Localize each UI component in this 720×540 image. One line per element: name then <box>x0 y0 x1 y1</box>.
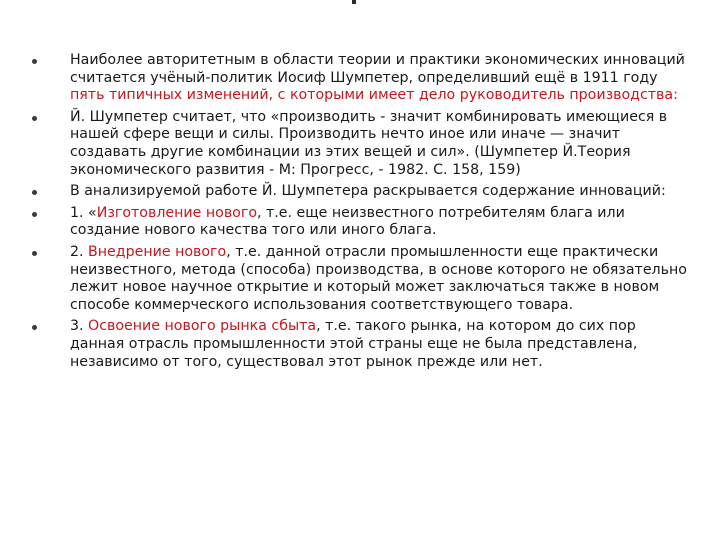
bullet-dot-icon <box>32 116 37 121</box>
bullet-text: 1. « <box>70 204 97 221</box>
bullet-dot-icon <box>32 190 37 195</box>
bullet-dot-icon <box>32 212 37 217</box>
bullet-text: , т.е. такого рынка, на котором до сих пор данная отрасль промышленности этой страны еще не была представлена, независимо от того, существовал этот рынок прежде или нет. <box>70 318 638 370</box>
bullet-dot-icon <box>32 59 37 64</box>
bullet-text: Й. Шумпетер считает, что «производить - значит комбинировать имеющиеся в нашей сфере вещи и силы. Производить нечто иное или иначе — значит создавать другие комбинации из этих вещей и сил». (Шумпетер Й.Теория экономического развития - М: Прогресс, - 1982. С. 158, 159) <box>70 108 668 178</box>
title-fragment <box>352 0 356 4</box>
highlighted-phrase: Внедрение нового <box>88 243 227 260</box>
highlighted-phrase: Изготовление нового <box>96 204 257 221</box>
bullet-text: В анализируемой работе Й. Шумпетера раскрывается содержание инноваций: <box>70 183 666 200</box>
bullet-item-schumpeter-intro <box>32 52 692 105</box>
highlighted-phrase: Освоение нового рынка сбыта <box>88 318 317 335</box>
bullet-dot-icon <box>32 325 37 330</box>
bullet-text: , т.е. данной отрасли промышленности еще практически неизвестного, метода (способа) производства, в основе которого не обязательно лежит новое научное открытие и который может заключаться также в новом способе коммерческого использования соответствующего товара. <box>70 243 687 313</box>
bullet-dot-icon <box>32 251 37 256</box>
bullet-item-schumpeter-quote <box>32 109 692 179</box>
bullet-text: 2. <box>70 243 89 260</box>
bullet-item-innovation-content <box>32 183 692 201</box>
bullet-item-new-market <box>32 318 692 371</box>
bullet-item-new-method <box>32 244 692 314</box>
bullet-text: 3. <box>70 318 89 335</box>
bullet-list <box>32 52 692 375</box>
bullet-item-new-product <box>32 205 692 240</box>
bullet-text: Наиболее авторитетным в области теории и практики экономических инноваций считается учёный-политик Иосиф Шумпетер, определивший ещё в 1911 году <box>70 52 685 86</box>
highlighted-phrase: пять типичных изменений, с которыми имеет дело руководитель производства: <box>70 87 678 104</box>
bullet-text: , т.е. еще неизвестного потребителям блага или создание нового качества того или иного блага. <box>70 204 625 239</box>
